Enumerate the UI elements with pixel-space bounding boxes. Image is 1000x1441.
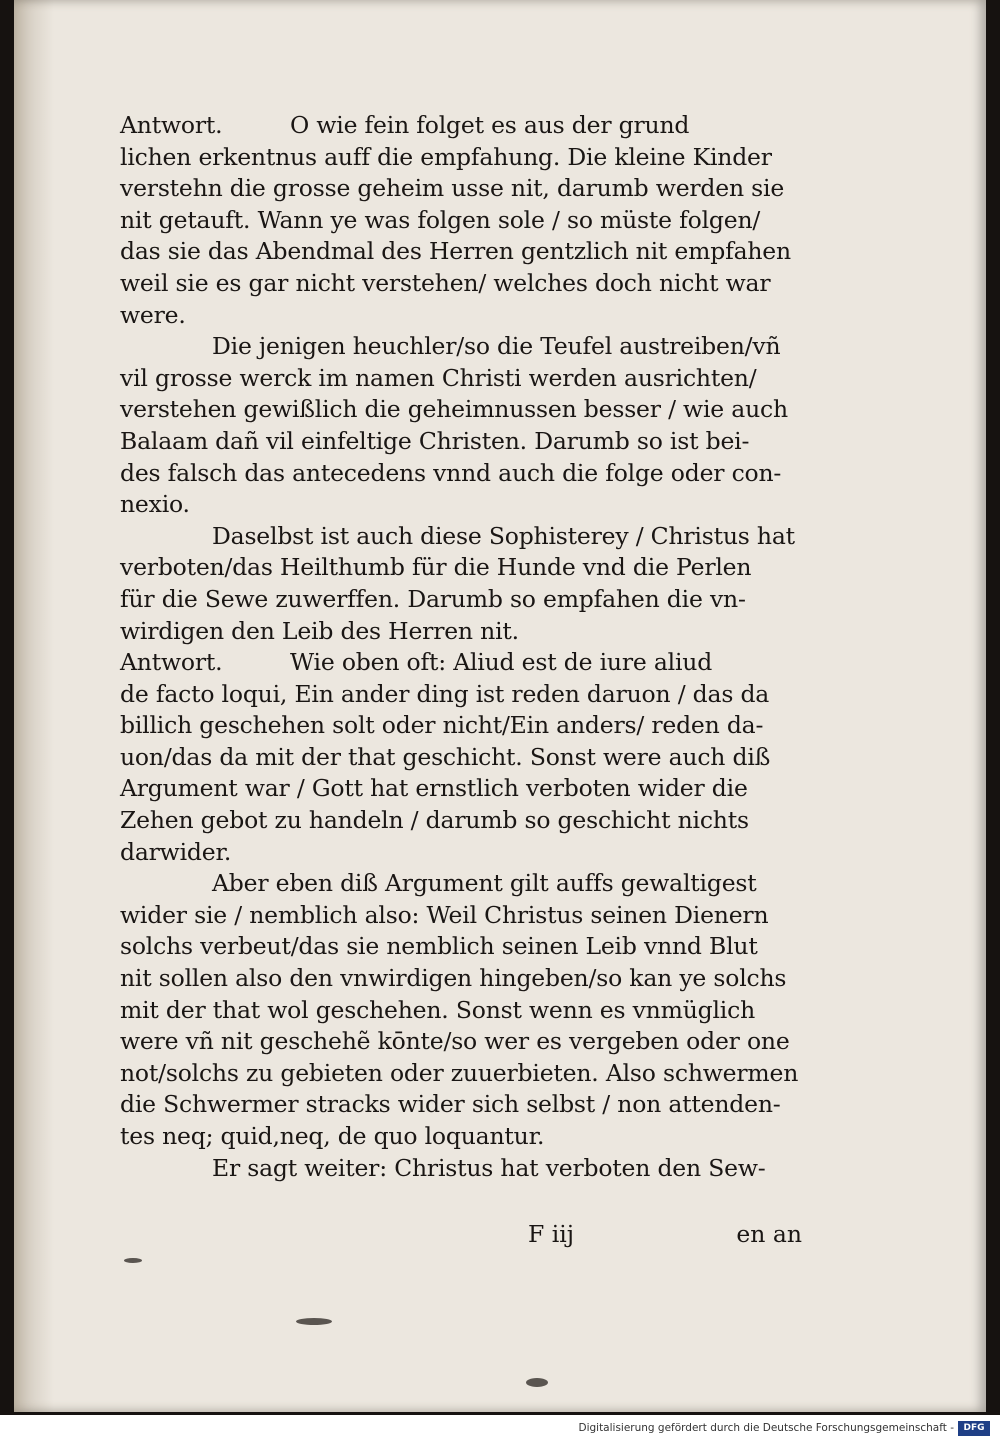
line-text: weil sie es gar nicht verstehen/ welches doch nicht war: [120, 268, 771, 297]
line-text: nit getauft. Wann ye was folgen sole / so müste folgen/: [120, 205, 761, 234]
line-text: wider sie / nemblich also: Weil Christus seinen Dienern: [120, 900, 769, 929]
line-text: lichen erkentnus auff die empfahung. Die kleine Kinder: [120, 142, 772, 171]
text-line: [120, 426, 802, 458]
line-text: Er sagt weiter: Christus hat verboten den Sew-: [212, 1153, 766, 1182]
line-text: die Schwermer stracks wider sich selbst / non attenden-: [120, 1090, 781, 1119]
catchword: en an: [736, 1220, 802, 1248]
line-text: tes neq; quid,neq, de quo loquantur.: [120, 1122, 545, 1150]
text-line: [120, 647, 802, 679]
line-text: were vñ nit geschehẽ kōnte/so wer es vergeben oder one: [120, 1027, 790, 1056]
line-text: verboten/das Heilthumb für die Hunde vnd die Perlen: [120, 553, 752, 582]
text-line: [120, 394, 802, 426]
line-text: Zehen gebot zu handeln / darumb so geschicht nichts: [120, 806, 749, 835]
text-line: [120, 363, 802, 395]
page-gutter-shadow: [14, 0, 54, 1412]
line-text: mit der that wol geschehen. Sonst wenn es vnmüglich: [120, 995, 756, 1024]
text-line: [120, 1089, 802, 1121]
line-text: Aber eben diß Argument gilt auffs gewaltigest: [212, 869, 757, 898]
line-text: Die jenigen heuchler/so die Teufel austreiben/vñ: [212, 332, 781, 361]
text-line: [120, 868, 802, 900]
line-text: das sie das Abendmal des Herren gentzlich nit empfahen: [120, 237, 791, 266]
text-line: [120, 773, 802, 805]
line-text: darwider.: [120, 837, 232, 866]
text-line: [120, 931, 802, 963]
text-line: [120, 110, 802, 142]
line-text: were.: [120, 300, 186, 329]
line-text: Balaam dañ vil einfeltige Christen. Darumb so ist bei-: [120, 426, 750, 455]
line-text: nexio.: [120, 490, 190, 519]
line-text: verstehen gewißlich die geheimnussen besser / wie auch: [120, 395, 788, 424]
line-text: Argument war / Gott hat ernstlich verboten wider die: [120, 774, 748, 803]
answer-label: Antwort.: [120, 111, 223, 139]
line-text: Daselbst ist auch diese Sophisterey / Christus hat: [212, 521, 795, 550]
ink-smudge: [526, 1378, 548, 1387]
text-line: [120, 584, 802, 616]
text-line: [120, 995, 802, 1027]
digitization-credit: Digitalisierung gefördert durch die Deutsche Forschungsgemeinschaft -: [578, 1422, 954, 1434]
text-line: [120, 1121, 802, 1153]
text-line: [120, 805, 802, 837]
text-line: [120, 1026, 802, 1058]
text-line: [120, 616, 802, 648]
line-text: not/solchs zu gebieten oder zuuerbieten. Also schwermen: [120, 1058, 799, 1087]
line-text: O wie fein folget es aus der grund: [290, 111, 690, 139]
line-text: wirdigen den Leib des Herren nit.: [120, 616, 519, 645]
text-line: [120, 268, 802, 300]
text-line: [120, 679, 802, 711]
page-text-block: [120, 110, 802, 1184]
text-line: [120, 458, 802, 490]
line-text: solchs verbeut/das sie nemblich seinen Leib vnnd Blut: [120, 932, 758, 961]
text-line: [120, 552, 802, 584]
line-text: nit sollen also den vnwirdigen hingeben/so kan ye solchs: [120, 964, 787, 993]
line-text: für die Sewe zuwerffen. Darumb so empfahen die vn-: [120, 584, 746, 613]
text-line: [120, 489, 802, 521]
line-text: Wie oben oft: Aliud est de iure aliud: [290, 648, 713, 677]
text-line: [120, 300, 802, 332]
text-line: [120, 331, 802, 363]
text-line: [120, 900, 802, 932]
text-line: [120, 173, 802, 205]
book-page: [14, 0, 986, 1412]
ink-smudge: [296, 1318, 332, 1325]
text-line: [120, 521, 802, 553]
text-line: [120, 742, 802, 774]
line-text: uon/das da mit der that geschicht. Sonst were auch diß: [120, 742, 771, 771]
line-text: de facto loqui, Ein ander ding ist reden daruon / das da: [120, 679, 770, 708]
dfg-logo: DFG: [958, 1421, 990, 1436]
line-text: vil grosse werck im namen Christi werden ausrichten/: [120, 363, 757, 392]
text-line: [120, 1058, 802, 1090]
signature-mark: F iij: [528, 1220, 575, 1248]
text-line: [120, 837, 802, 869]
text-line: [120, 205, 802, 237]
text-line: [120, 710, 802, 742]
text-line: [120, 236, 802, 268]
text-line: [120, 142, 802, 174]
text-line: [120, 963, 802, 995]
ink-smudge: [124, 1258, 142, 1263]
answer-label: Antwort.: [120, 648, 223, 677]
text-line: [120, 1153, 802, 1185]
page-footer: [120, 1220, 802, 1252]
line-text: verstehn die grosse geheim usse nit, darumb werden sie: [120, 174, 785, 203]
line-text: des falsch das antecedens vnnd auch die folge oder con-: [120, 458, 782, 487]
line-text: billich geschehen solt oder nicht/Ein anders/ reden da-: [120, 711, 764, 740]
